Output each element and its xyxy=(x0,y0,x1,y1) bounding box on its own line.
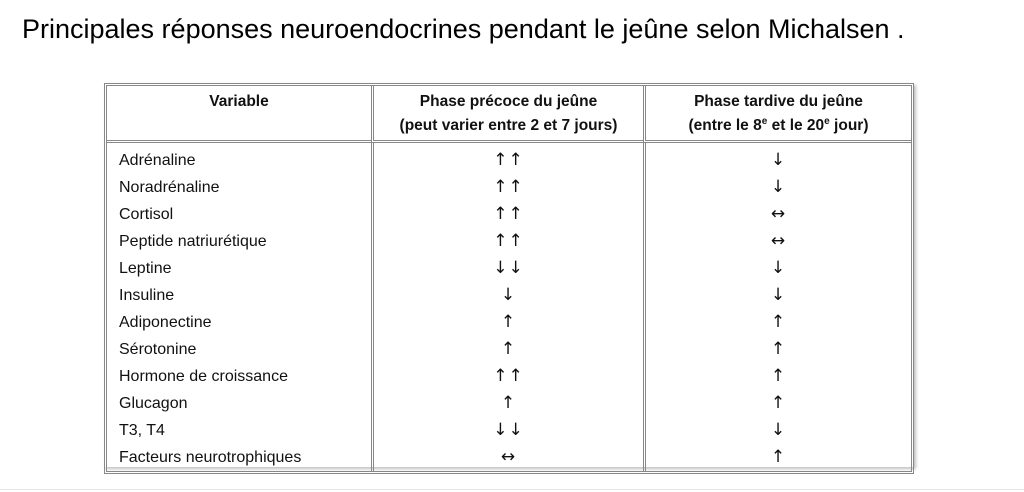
table-body xyxy=(107,143,911,471)
header-late-subtitle-part3: jour) xyxy=(829,117,869,134)
variable-cell: Hormone de croissance xyxy=(119,368,288,385)
early-phase-arrow: ↑↑ xyxy=(371,143,643,174)
table-row xyxy=(107,282,911,309)
table-row xyxy=(107,336,911,363)
page-title: Principales réponses neuroendocrines pendant le jeûne selon Michalsen . xyxy=(22,14,905,44)
header-late-subtitle-part1: (entre le 8 xyxy=(688,117,762,134)
header-early-subtitle: (peut varier entre 2 et 7 jours) xyxy=(399,117,618,134)
table-row xyxy=(107,174,911,201)
table-header xyxy=(107,86,911,143)
table-row xyxy=(107,390,911,417)
header-late-title: Phase tardive du jeûne xyxy=(694,93,863,110)
variable-cell: Adrénaline xyxy=(119,152,196,169)
table-container xyxy=(104,83,914,467)
late-phase-arrow: ↑ xyxy=(643,309,911,336)
early-phase-arrow: ↔ xyxy=(371,444,643,471)
header-row xyxy=(107,86,911,143)
variable-cell: Sérotonine xyxy=(119,341,197,358)
early-phase-arrow: ↑↑ xyxy=(371,228,643,255)
header-late-subtitle xyxy=(689,117,869,134)
table-row xyxy=(107,444,911,471)
header-late-subtitle-part2: et le 20 xyxy=(767,117,825,134)
variable-cell: Leptine xyxy=(119,260,172,277)
late-phase-arrow: ↓ xyxy=(643,417,911,444)
variable-cell: Facteurs neurotrophiques xyxy=(119,449,302,466)
late-phase-arrow: ↓ xyxy=(643,282,911,309)
variable-cell: Cortisol xyxy=(119,206,174,223)
header-early-title: Phase précoce du jeûne xyxy=(419,93,598,110)
superscript-e: e xyxy=(761,115,768,127)
early-phase-arrow: ↑↑ xyxy=(371,174,643,201)
late-phase-arrow: ↓ xyxy=(643,174,911,201)
column-header-variable xyxy=(107,86,371,143)
early-phase-arrow: ↓ xyxy=(371,282,643,309)
late-phase-arrow: ↓ xyxy=(643,143,911,174)
column-header-late-phase xyxy=(643,86,911,143)
superscript-e: e xyxy=(824,115,830,127)
table-row xyxy=(107,201,911,228)
late-phase-arrow: ↔ xyxy=(643,228,911,255)
table-row xyxy=(107,417,911,444)
early-phase-arrow: ↓↓ xyxy=(371,255,643,282)
late-phase-arrow: ↑ xyxy=(643,336,911,363)
table-row xyxy=(107,143,911,174)
early-phase-arrow: ↑ xyxy=(371,336,643,363)
early-phase-arrow: ↑ xyxy=(371,390,643,417)
table-row xyxy=(107,309,911,336)
late-phase-arrow: ↓ xyxy=(643,255,911,282)
early-phase-arrow: ↑ xyxy=(371,309,643,336)
header-variable-label: Variable xyxy=(209,93,269,110)
variable-cell: Glucagon xyxy=(119,395,188,412)
early-phase-arrow: ↑↑ xyxy=(371,201,643,228)
variable-cell: Noradrénaline xyxy=(119,179,220,196)
bottom-divider xyxy=(0,489,1024,490)
late-phase-arrow: ↑ xyxy=(643,363,911,390)
early-phase-arrow: ↑↑ xyxy=(371,363,643,390)
neuroendocrine-response-table xyxy=(104,83,914,474)
variable-cell: Adiponectine xyxy=(119,314,212,331)
late-phase-arrow: ↑ xyxy=(643,444,911,471)
variable-cell: Insuline xyxy=(119,287,175,304)
table-row xyxy=(107,363,911,390)
late-phase-arrow: ↔ xyxy=(643,201,911,228)
late-phase-arrow: ↑ xyxy=(643,390,911,417)
variable-cell: Peptide natriurétique xyxy=(119,233,267,250)
table-row xyxy=(107,255,911,282)
table-row xyxy=(107,228,911,255)
early-phase-arrow: ↓↓ xyxy=(371,417,643,444)
column-header-early-phase xyxy=(371,86,643,143)
variable-cell: T3, T4 xyxy=(119,422,165,439)
